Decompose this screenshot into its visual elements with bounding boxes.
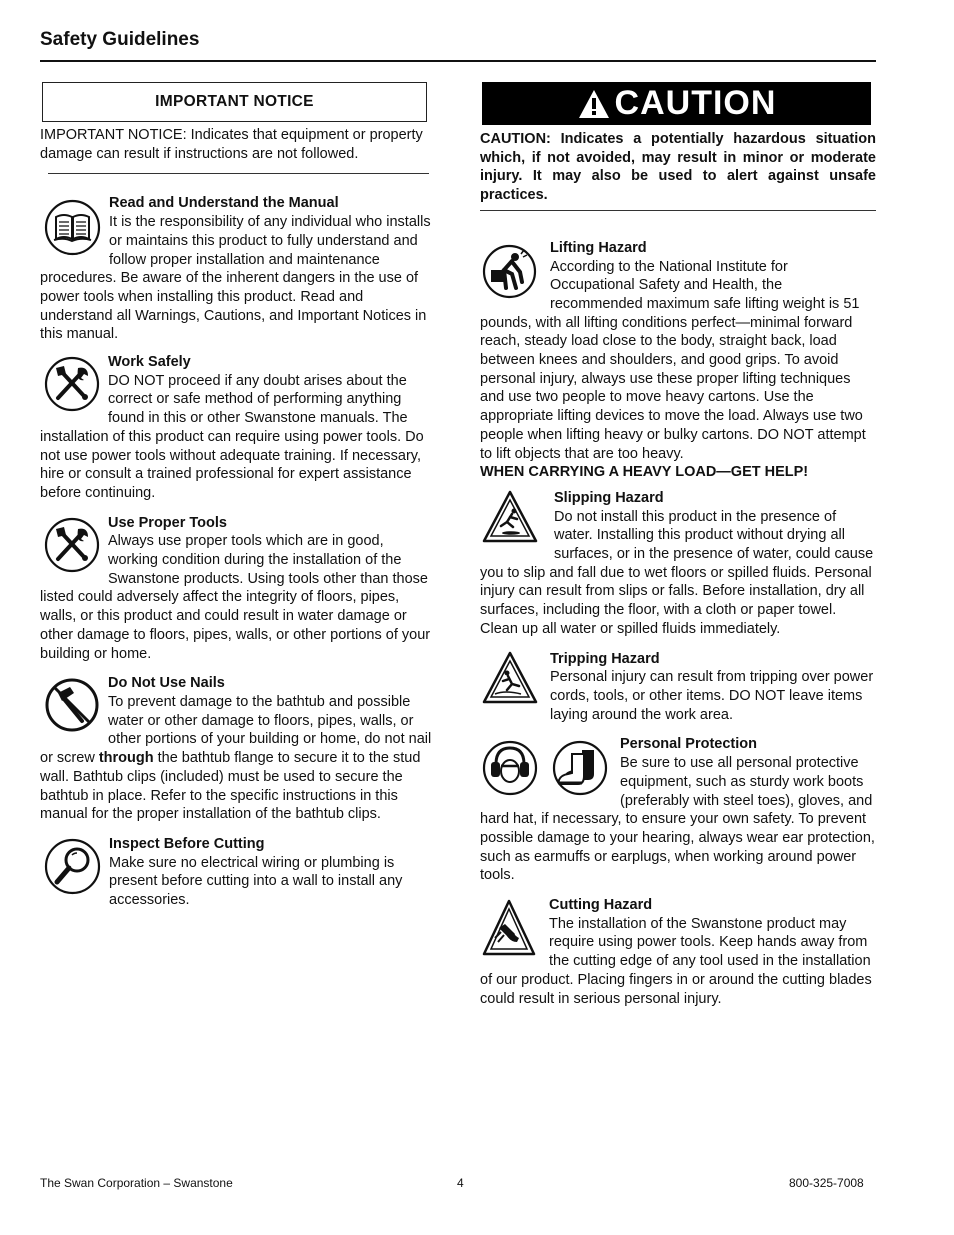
warning-triangle-icon — [577, 88, 611, 120]
footer-company: The Swan Corporation – Swanstone — [40, 1176, 233, 1190]
section-title: Lifting Hazard — [550, 239, 647, 256]
book-icon — [44, 199, 101, 261]
cut-warning-icon — [481, 898, 537, 963]
section-no-nails — [40, 674, 433, 824]
slip-warning-icon — [481, 489, 539, 550]
no-hammer-icon — [44, 677, 100, 738]
section-text: The installation of the Swanstone product may require using power tools. Keep hands away from the cutting edge of any tool used in the installation of our product. Placing fingers in or around the cutting blades could result in serious personal injury. — [480, 915, 872, 1007]
section-lifting-hazard — [480, 239, 876, 482]
carry-help-warning: WHEN CARRYING A HEAVY LOAD—GET HELP! — [480, 464, 809, 481]
section-title: Cutting Hazard — [549, 897, 653, 914]
section-personal-protection — [480, 735, 876, 885]
important-notice-box — [42, 82, 427, 122]
caution-text: CAUTION: Indicates a potentially hazardous situation which, if not avoided, may result in minor or moderate injury. It may also be used to alert against unsafe practices. — [480, 131, 876, 204]
footer-page-number: 4 — [457, 1176, 464, 1190]
section-proper-tools — [40, 514, 433, 664]
section-title: Work Safely — [108, 354, 191, 371]
section-divider — [480, 210, 876, 211]
right-column — [480, 82, 876, 1008]
title-rule — [40, 60, 876, 62]
tools-icon — [44, 517, 100, 578]
important-notice-heading: IMPORTANT NOTICE — [155, 93, 314, 110]
section-title: Use Proper Tools — [108, 514, 227, 531]
section-text: Be sure to use all personal protective equipment, such as sturdy work boots (preferably with steel toes), gloves, and hard hat, if necessary, to ensure your own safety. To prevent possible damage to your hearing, always wear ear protection, such as earmuffs or earplugs, when working around power tools. — [480, 755, 875, 884]
section-text: Do not install this product in the presence of water. Installing this product without drying all surfaces, or in the presence of water, could cause you to slip and fall due to wet floors or spilled fluids. Personal injury can result from slips or falls. Before installation, dry all surfaces, including the floor, with a cloth or paper towel. Clean up all water or spilled fluids immediately. — [480, 508, 874, 637]
section-text: Make sure no electrical wiring or plumbing is present before cutting into a wall to install any accessories. — [109, 854, 403, 909]
tools-icon — [44, 356, 100, 417]
section-divider — [48, 173, 429, 174]
section-text: According to the National Institute for Occupational Safety and Health, the recommended maximum safe lifting weight is 51 pounds, with all lifting conditions perfect—minimal forward reach, steady load close to the body, straight back, load between knees and shoulders, and good grips. To avoid personal injury, always use these proper lifting techniques and use two people to move heavy cartons. Use the appropriate lifting devices to move the load. Always use two people when lifting heavy or bulky cartons. DO NOT attempt to lift objects that are too heavy. — [480, 258, 866, 462]
boots-icon — [552, 740, 608, 796]
section-tripping-hazard — [480, 650, 876, 725]
section-read-manual — [40, 194, 433, 344]
section-inspect-cutting — [40, 835, 433, 910]
section-text: Always use proper tools which are in good, working condition during the installation of the Swanstone products. Using tools other than those listed could adversely affect the integrity of floors, pipes, walls, or this product and could result in water damage or other damage to floors, pipes, walls, or other portions of your building or home. — [40, 533, 431, 662]
section-title: Tripping Hazard — [550, 650, 660, 667]
section-title: Slipping Hazard — [554, 489, 664, 506]
ear-protection-icon — [482, 740, 538, 796]
section-work-safely — [40, 353, 433, 503]
lifting-icon — [482, 244, 537, 304]
section-text: Personal injury can result from tripping over power cords, tools, or other items. DO NOT leave items laying around the work area. — [550, 669, 874, 723]
magnifier-icon — [44, 838, 101, 900]
important-notice-text: IMPORTANT NOTICE: Indicates that equipment or property damage can result if instructions are not followed. — [40, 127, 423, 162]
caution-label: CAUTION — [614, 84, 777, 122]
section-cutting-hazard — [480, 896, 876, 1008]
section-title: Personal Protection — [620, 736, 757, 753]
page-title: Safety Guidelines — [40, 29, 200, 50]
left-column — [40, 82, 433, 910]
section-title: Read and Understand the Manual — [109, 195, 339, 212]
trip-warning-icon — [481, 650, 539, 711]
section-text: To prevent damage to the bathtub and possible water or other damage to floors, pipes, walls, or other portions of your building or home, do not nail or screw through the bathtub flange to secure it to the stud wall. Bathtub clips (included) must be used to secure the bathtub in place. Refer to the specific instructions in this manual for the proper installation of the bathtub clips. — [40, 693, 432, 823]
section-slipping-hazard — [480, 489, 876, 639]
section-text: DO NOT proceed if any doubt arises about the correct or safe method of performing anything found in this or other Swanstone manuals. The installation of this product can require using power tools. Do not use power tools without adequate training. If necessary, hire or consult a trained professional for expert assistance before continuing. — [40, 372, 424, 501]
section-title: Do Not Use Nails — [108, 675, 225, 692]
caution-banner — [482, 82, 871, 125]
emphasis-through: through — [98, 750, 154, 767]
section-text: It is the responsibility of any individual who installs or maintains this product to fully understand and follow proper installation and maintenance procedures. Be aware of the inherent dangers in the use of power tools when installing this product. Read and understand all Warnings, Cautions, and Important Notices in this manual. — [40, 214, 431, 343]
footer-phone: 800-325-7008 — [789, 1176, 864, 1190]
protective-gear-icons — [482, 740, 608, 796]
section-title: Inspect Before Cutting — [109, 835, 265, 852]
